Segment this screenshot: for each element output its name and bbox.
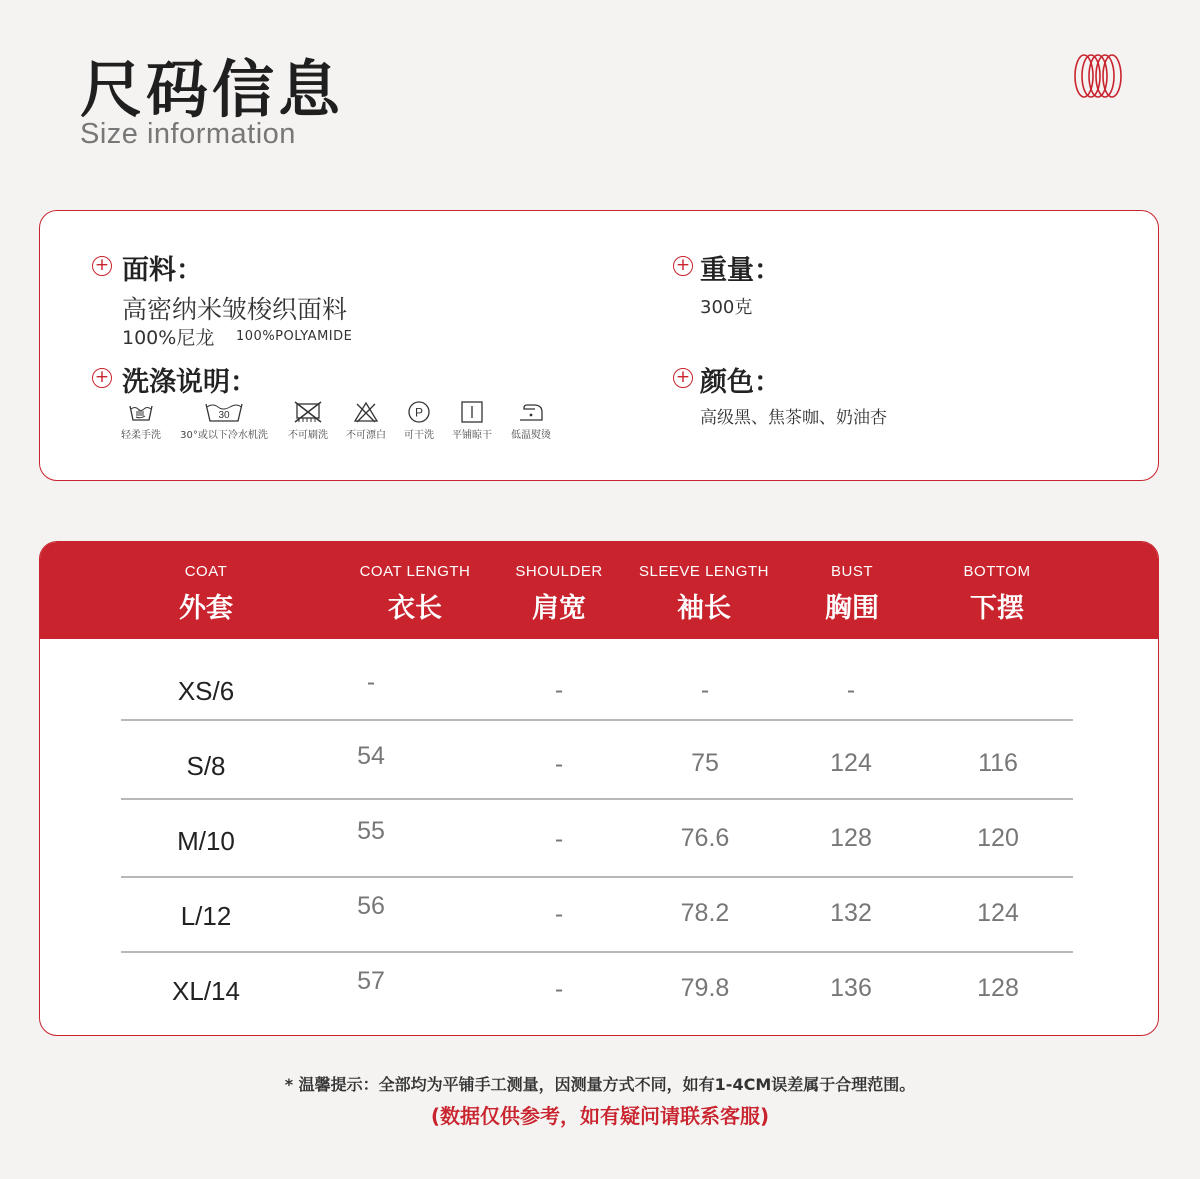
coat-length-cell: - [366, 668, 376, 696]
bottom-cell: 128 [977, 974, 1019, 1002]
low-iron-icon [517, 400, 545, 424]
no-bleach-icon [352, 400, 380, 424]
care-item: 30 30°或以下冷水机洗 [172, 400, 276, 441]
page-subtitle: Size information [80, 118, 296, 150]
coat-length-cell: 55 [357, 817, 385, 845]
weight-label: 重量： [700, 255, 781, 286]
plus-circle-icon: + [92, 256, 112, 276]
table-header [40, 542, 1158, 639]
no-brushing-icon [293, 400, 323, 424]
disclaimer-note: (数据仅供参考，如有疑问请联系客服) [430, 1104, 770, 1128]
rings-logo-icon [1072, 52, 1124, 100]
sleeve-length-cell: 76.6 [680, 824, 730, 852]
bust-cell: 124 [830, 749, 872, 777]
size-table [39, 541, 1159, 1036]
shoulder-cell: - [554, 676, 564, 704]
bottom-cell: 124 [977, 899, 1019, 927]
coat-length-cell: 57 [357, 967, 385, 995]
bust-cell: 136 [830, 974, 872, 1002]
measurement-note: * 温馨提示：全部均为平铺手工测量，因测量方式不同，如有1-4CM误差属于合理范围。 [284, 1075, 916, 1094]
coat-length-cell: 54 [357, 742, 385, 770]
table-row [40, 799, 1158, 875]
svg-text:30: 30 [218, 410, 230, 421]
table-row [40, 720, 1158, 796]
color-label: 颜色： [700, 367, 781, 398]
column-header-bottom: BOTTOM 下摆 [963, 563, 1031, 624]
coat-length-cell: 56 [357, 892, 385, 920]
care-item: 不可刷洗 [283, 400, 333, 441]
color-value: 高级黑、焦茶咖、奶油杏 [700, 408, 887, 428]
bust-cell: 132 [830, 899, 872, 927]
sleeve-length-cell: 79.8 [680, 974, 730, 1002]
care-item: 平铺晾干 [446, 400, 498, 441]
table-row [40, 640, 1158, 716]
bottom-cell: 116 [978, 749, 1018, 777]
fabric-name: 高密纳米皱梭织面料 [122, 295, 348, 324]
column-header-bust: BUST 胸围 [825, 563, 879, 624]
shoulder-cell: - [554, 750, 564, 778]
plus-circle-icon: + [673, 368, 693, 388]
table-row [40, 952, 1158, 1028]
flat-dry-icon [460, 400, 484, 424]
weight-value: 300克 [700, 297, 753, 318]
plus-circle-icon: + [673, 256, 693, 276]
fabric-label: 面料： [122, 255, 203, 286]
bust-cell: - [846, 676, 856, 704]
page-title: 尺码信息 [80, 53, 345, 126]
wash-label: 洗涤说明： [122, 367, 257, 398]
gentle-hand-wash-icon [128, 400, 154, 424]
dry-clean-icon [407, 400, 431, 424]
size-cell: XS/6 [177, 676, 235, 706]
sleeve-length-cell: - [700, 676, 710, 704]
machine-wash-30-icon [204, 400, 244, 424]
sleeve-length-cell: 75 [691, 749, 719, 777]
care-item: 低温熨烫 [505, 400, 557, 441]
shoulder-cell: - [554, 900, 564, 928]
size-cell: XL/14 [172, 976, 240, 1006]
care-item: 不可漂白 [340, 400, 392, 441]
shoulder-cell: - [554, 975, 564, 1003]
shoulder-cell: - [554, 825, 564, 853]
care-item: P 可干洗 [398, 400, 440, 441]
bottom-cell: 120 [977, 824, 1019, 852]
fabric-composition-cn: 100%尼龙 [122, 327, 215, 349]
sleeve-length-cell: 78.2 [680, 899, 730, 927]
care-item: 轻柔手洗 [116, 400, 166, 441]
size-cell: S/8 [186, 751, 226, 781]
bust-cell: 128 [830, 824, 872, 852]
size-cell: M/10 [177, 826, 235, 856]
fabric-composition-en: 100%POLYAMIDE [236, 329, 353, 344]
table-row [40, 877, 1158, 953]
size-cell: L/12 [180, 901, 232, 931]
column-header-shoulder: SHOULDER 肩宽 [515, 563, 603, 624]
column-header-coat-length: COAT LENGTH 衣长 [359, 563, 471, 624]
svg-text:P: P [414, 405, 424, 420]
plus-circle-icon: + [92, 368, 112, 388]
column-header-coat: COAT 外套 [179, 563, 233, 624]
column-header-sleeve-length: SLEEVE LENGTH 袖长 [639, 563, 769, 624]
